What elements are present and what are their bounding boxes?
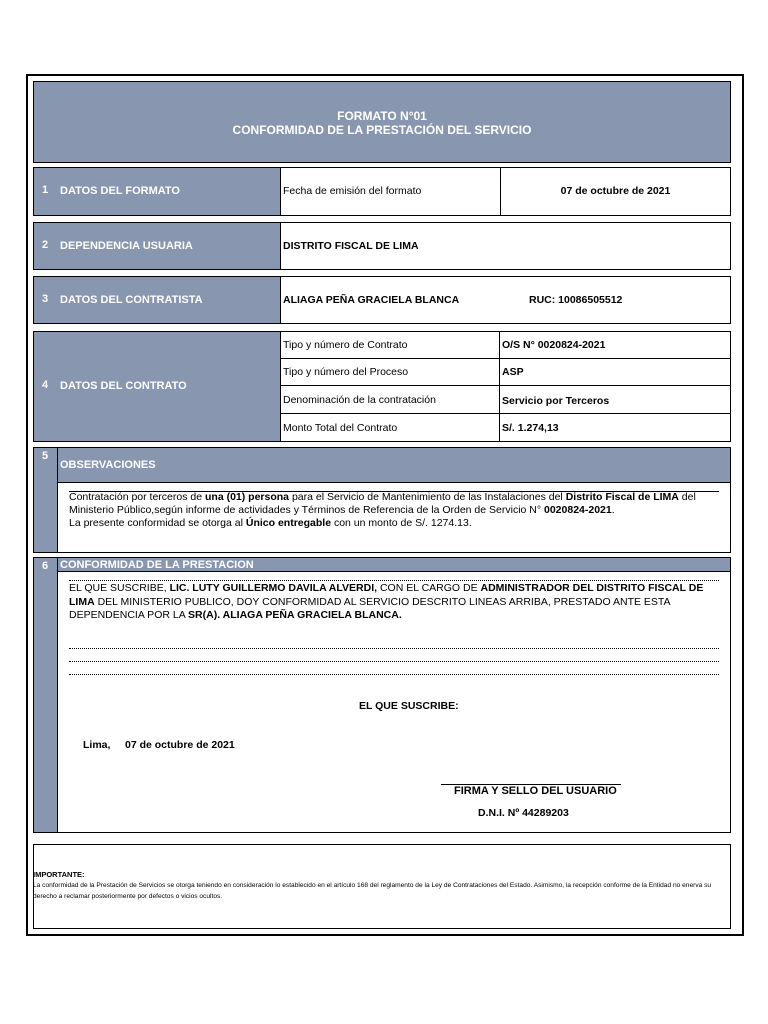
- section3-label: DATOS DEL CONTRATISTA: [60, 294, 203, 306]
- contract-row-label: Tipo y número de Contrato: [283, 339, 408, 351]
- section5-label: OBSERVACIONES: [60, 459, 156, 471]
- section5-header: [57, 447, 731, 483]
- dotted-line: [69, 661, 719, 662]
- importante-title: IMPORTANTE:: [33, 870, 85, 879]
- contract-row-value-cell: [499, 385, 731, 414]
- observaciones-paragraph-2: La presente conformidad se otorga al Único entregable con un monto de S/. 1274.13.: [69, 517, 472, 529]
- section2-number: 2: [42, 239, 49, 251]
- contract-row-label: Denominación de la contratación: [283, 394, 436, 406]
- section5-number-bar: [33, 447, 58, 553]
- section3-number: 3: [42, 293, 49, 305]
- section4-number: 4: [42, 379, 49, 391]
- section1-label: DATOS DEL FORMATO: [60, 185, 180, 197]
- firma-label: FIRMA Y SELLO DEL USUARIO: [454, 785, 617, 797]
- dotted-line: [69, 580, 719, 581]
- section4-label: DATOS DEL CONTRATO: [60, 380, 187, 392]
- dotted-line: [69, 648, 719, 649]
- observaciones-paragraph-1: Contratación por terceros de una (01) persona para el Servicio de Mantenimiento de las Instalaciones del Distrito Fiscal de LIMA del Ministerio Público,según informe de actividades y Términos de Referencia de la Orden de Servicio N° 0020824-2021.: [69, 491, 696, 516]
- section6-label: CONFORMIDAD DE LA PRESTACION: [60, 559, 254, 571]
- conformidad-text: EL QUE SUSCRIBE, LIC. LUTY GUILLERMO DAVILA ALVERDI, CON EL CARGO DE ADMINISTRADOR DEL DISTRITO FISCAL DE LIMA DEL MINISTERIO PUBLICO, DOY CONFORMIDAD AL SERVICIO DESCRITO LINEAS ARRIBA, PRESTADO ANTE ESTA DEPENDENCIA POR LA SR(A). ALIAGA PEÑA GRACIELA BLANCA.: [69, 582, 704, 621]
- importante-note: [33, 869, 723, 902]
- section6-header: [57, 557, 731, 572]
- form-number-title: FORMATO N°01: [337, 109, 427, 123]
- emission-date-label: Fecha de emisión del formato: [283, 185, 422, 197]
- dependencia-cell: [280, 222, 731, 270]
- dni-label: D.N.I. Nº 44289203: [478, 807, 569, 819]
- contract-row-value-cell: [499, 358, 731, 386]
- section1-number: 1: [42, 184, 49, 196]
- contract-row-label-cell: [280, 385, 500, 414]
- contract-row-value-cell: [499, 331, 731, 359]
- section5-number: 5: [42, 450, 49, 462]
- section6-number-bar: [33, 557, 58, 833]
- section2-label: DEPENDENCIA USUARIA: [60, 240, 193, 252]
- suscribe-label: EL QUE SUSCRIBE:: [359, 700, 459, 712]
- form-header: [33, 81, 731, 163]
- contract-row-value-cell: [499, 413, 731, 442]
- signing-date: 07 de octubre de 2021: [125, 739, 235, 751]
- contract-row-label-cell: [280, 413, 500, 442]
- section4-header: [33, 331, 281, 442]
- observaciones-text: [69, 491, 719, 530]
- section1-header: [33, 167, 281, 216]
- contratista-cell: [280, 276, 731, 324]
- dotted-line: [69, 674, 719, 675]
- emission-date-value: 07 de octubre de 2021: [560, 185, 671, 197]
- contract-row-value: O/S N° 0020824-2021: [502, 339, 606, 351]
- contract-row-value: ASP: [502, 366, 524, 378]
- contract-row-value: Servicio por Terceros: [502, 395, 610, 407]
- emission-date-label-cell: [280, 167, 501, 216]
- dependencia-value: DISTRITO FISCAL DE LIMA: [283, 240, 419, 252]
- contract-row-label-cell: [280, 358, 500, 386]
- emission-date-value-cell: [500, 167, 731, 216]
- section6-number: 6: [42, 560, 49, 572]
- importante-text: La conformidad de la Prestación de Servicios se otorga teniendo en consideración lo establecido en el artículo 168 del reglamento de la Ley de Contrataciones del Estado. Asimismo, la recepción conforme de la Entidad no enerva su derecho a reclamar posteriormente por defectos o vicios ocultos.: [33, 882, 712, 900]
- place-label: Lima,: [83, 739, 111, 751]
- contratista-ruc: RUC: 10086505512: [529, 294, 623, 306]
- contract-row-value: S/. 1.274,13: [502, 422, 559, 434]
- section2-header: [33, 222, 281, 270]
- form-title: CONFORMIDAD DE LA PRESTACIÓN DEL SERVICIO: [232, 123, 532, 137]
- contract-row-label: Monto Total del Contrato: [283, 422, 398, 434]
- contract-row-label-cell: [280, 331, 500, 359]
- contract-row-label: Tipo y número del Proceso: [283, 366, 409, 378]
- contratista-name: ALIAGA PEÑA GRACIELA BLANCA: [283, 294, 460, 306]
- section3-header: [33, 276, 281, 324]
